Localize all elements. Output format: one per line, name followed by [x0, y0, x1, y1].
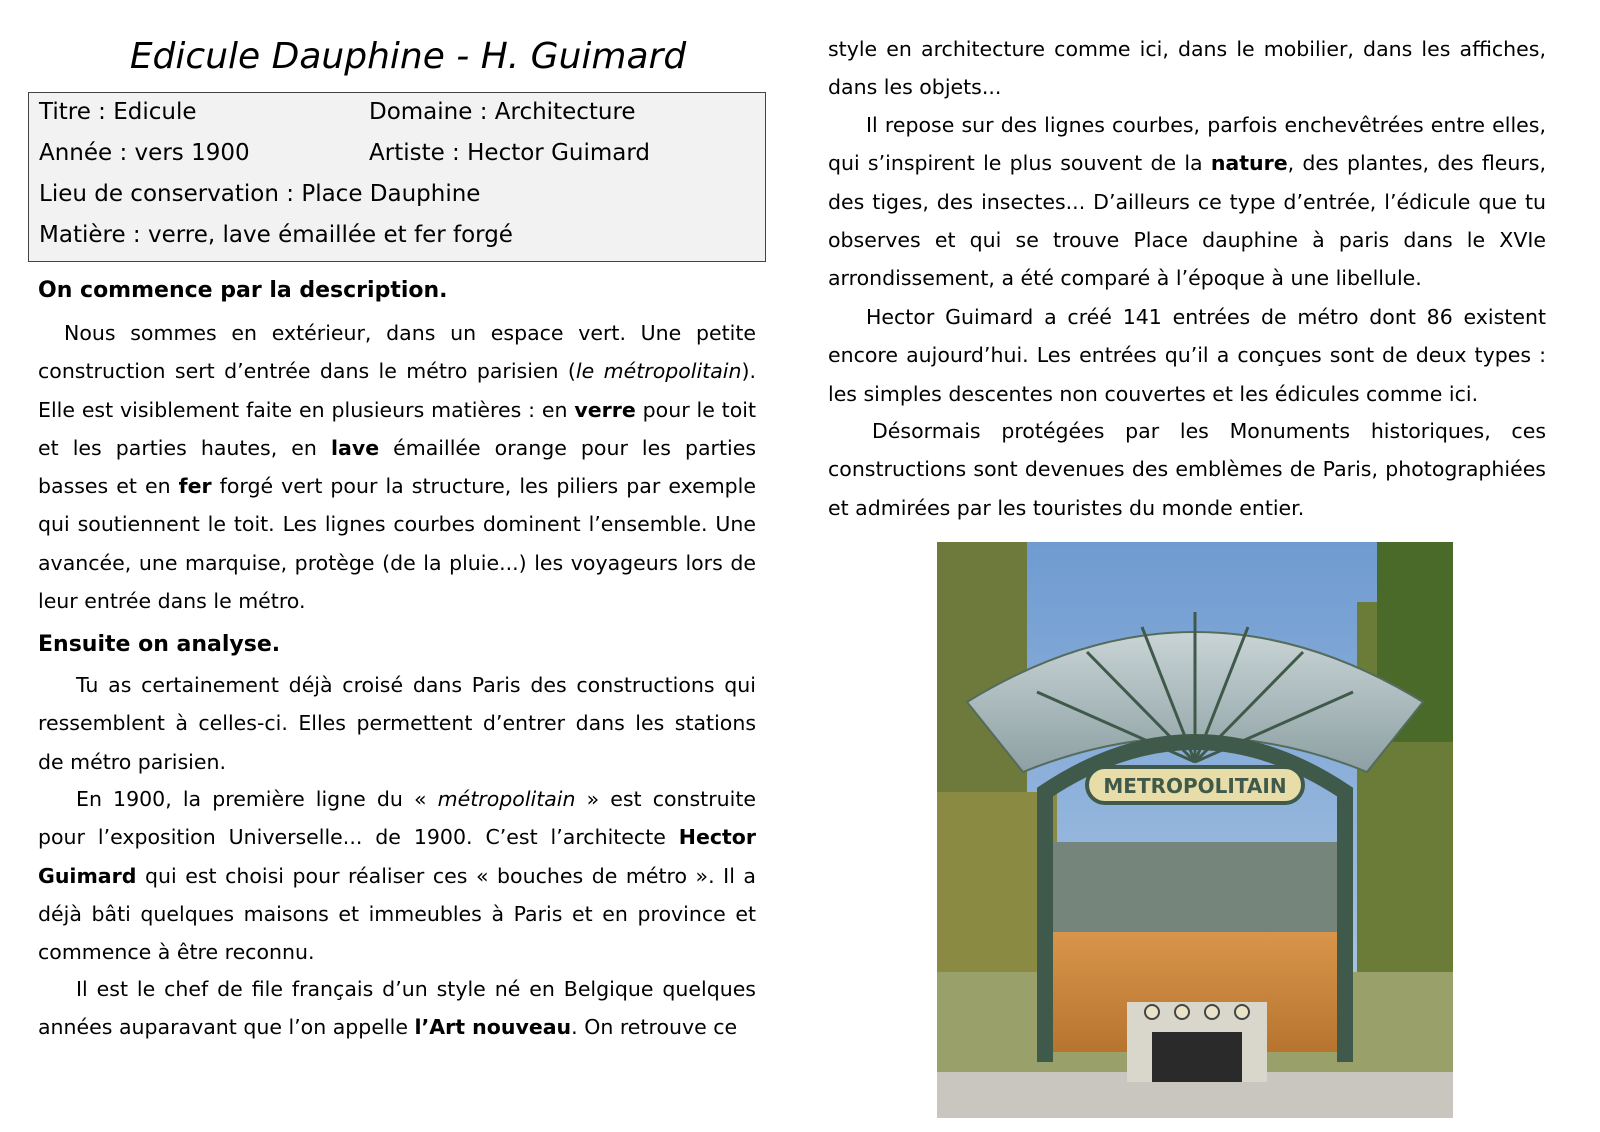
info-domaine: Domaine : Architecture [369, 99, 636, 125]
info-annee: Année : vers 1900 [39, 140, 250, 166]
info-box [28, 92, 766, 262]
paragraph-analyse-2: En 1900, la première ligne du « métropolitain » est construite pour l’exposition Universelle... de 1900. C’est l’architecte Hector Guimard qui est choisi pour réaliser ces « bouches de métro ». Il a déjà bâti quelques maisons et immeubles à Paris et en province et commence à être reconnu. [38, 787, 756, 965]
info-titre: Titre : Edicule [39, 99, 197, 125]
paragraph-analyse-1: Tu as certainement déjà croisé dans Paris des constructions qui ressemblent à celles-ci. Elles permettent d’entrer dans les stations de métro parisien. [38, 673, 756, 774]
metropolitain-sign: METROPOLITAIN [1103, 774, 1287, 798]
paragraph-analyse-3: Il est le chef de file français d’un style né en Belgique quelques années auparavant que l’on appelle l’Art nouveau. On retrouve ce [38, 977, 756, 1040]
paragraph-right-3: Désormais protégées par les Monuments historiques, ces constructions sont devenues des emblèmes de Paris, photographiées et admirées par les touristes du monde entier. [828, 419, 1546, 520]
paragraph-right-1: Il repose sur des lignes courbes, parfois enchevêtrées entre elles, qui s’inspirent le plus souvent de la nature, des plantes, des fleurs, des tiges, des insectes... D’ailleurs ce type d’entrée, l’édicule que tu observes et qui se trouve Place dauphine à paris dans le XVIe arrondissement, a été comparé à l’époque à une libellule. [828, 113, 1546, 291]
paragraph-description: Nous sommes en extérieur, dans un espace vert. Une petite construction sert d’entrée dans le métro parisien (le métropolitain). Elle est visiblement faite en plusieurs matières : en verre pour le toit et les parties hautes, en lave émaillée orange pour les parties basses et en fer forgé vert pour la structure, les piliers par exemple qui soutiennent le toit. Les lignes courbes dominent l’ensemble. Une avancée, une marquise, protège (de la pluie...) les voyageurs lors de leur entrée dans le métro. [38, 321, 757, 614]
info-lieu: Lieu de conservation : Place Dauphine [39, 181, 481, 207]
section-heading-description: On commence par la description. [38, 278, 448, 303]
page-title: Edicule Dauphine - H. Guimard [129, 36, 687, 77]
section-heading-analyse: Ensuite on analyse. [38, 632, 281, 657]
paragraph-right-2: Hector Guimard a créé 141 entrées de métro dont 86 existent encore aujourd’hui. Les entrées qu’il a conçues sont de deux types : les simples descentes non couvertes et les édicules comme ici. [828, 305, 1546, 406]
paragraph-right-0: style en architecture comme ici, dans le mobilier, dans les affiches, dans les objets... [828, 37, 1546, 100]
info-artiste: Artiste : Hector Guimard [369, 140, 651, 166]
metro-entrance-photo [937, 542, 1453, 1118]
info-matiere: Matière : verre, lave émaillée et fer forgé [39, 222, 513, 248]
